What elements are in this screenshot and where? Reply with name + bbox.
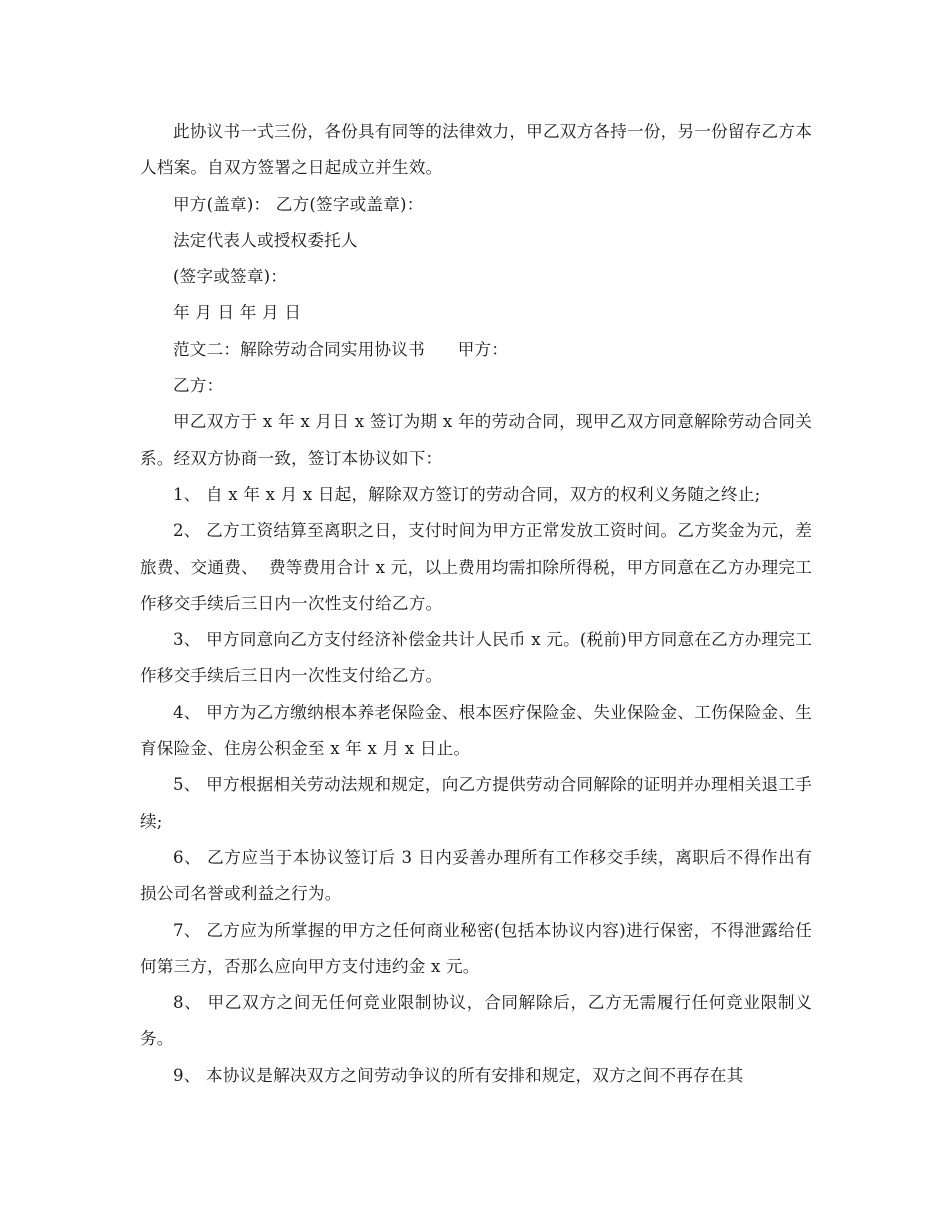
paragraph-date-line: 年 月 日 年 月 日 [173,303,302,323]
clause-6: 6、 乙方应当于本协议签订后 3 日内妥善办理所有工作移交手续，离职后不得作出有损公司名誉或利益之行为。 [140,847,812,904]
paragraph-signature-note: (签字或签章)： [173,267,288,287]
clause-8: 8、 甲乙双方之间无任何竞业限制协议，合同解除后，乙方无需履行任何竞业限制义务。 [140,993,812,1049]
clause-1: 1、 自 x 年 x 月 x 日起，解除双方签订的劳动合同，双方的权利义务随之终止; [173,484,761,504]
paragraph-sample-two-title: 范文二：解除劳动合同实用协议书 甲方： [173,339,509,359]
paragraph-intro: 甲乙双方于 x 年 x 月日 x 签订为期 x 年的劳动合同，现甲乙双方同意解除劳动合同关系。经双方协商一致，签订本协议如下： [140,412,812,468]
clause-4: 4、 甲方为乙方缴纳根本养老保险金、根本医疗保险金、失业保险金、工伤保险金、生育保险金、住房公积金至 x 年 x 月 x 日止。 [140,702,812,759]
paragraph-validity: 此协议书一式三份，各份具有同等的法律效力，甲乙双方各持一份，另一份留存乙方本人档案。自双方签署之日起成立并生效。 [140,122,812,178]
clause-7: 7、 乙方应为所掌握的甲方之任何商业秘密(包括本协议内容)进行保密，不得泄露给任何第三方，否那么应向甲方支付违约金 x 元。 [140,920,812,976]
clause-9: 9、 本协议是解决双方之间劳动争议的所有安排和规定，双方之间不再存在其 [173,1065,744,1085]
clause-3: 3、 甲方同意向乙方支付经济补偿金共计人民币 x 元。(税前)甲方同意在乙方办理完工作移交手续后三日内一次性支付给乙方。 [140,630,812,686]
paragraph-legal-representative: 法定代表人或授权委托人 [173,230,358,250]
clause-2: 2、 乙方工资结算至离职之日，支付时间为甲方正常发放工资时间。乙方奖金为元，差旅费、交通费、 费等费用合计 x 元，以上费用均需扣除所得税，甲方同意在乙方办理完工作移交手续后三日内一次性支付给乙方。 [140,521,812,613]
document-body [140,114,812,1094]
paragraph-party-signatures: 甲方(盖章)： 乙方(签字或盖章)： [173,194,424,214]
paragraph-party-b: 乙方： [173,376,224,396]
clause-5: 5、 甲方根据相关劳动法规和规定，向乙方提供劳动合同解除的证明并办理相关退工手续; [140,775,812,831]
